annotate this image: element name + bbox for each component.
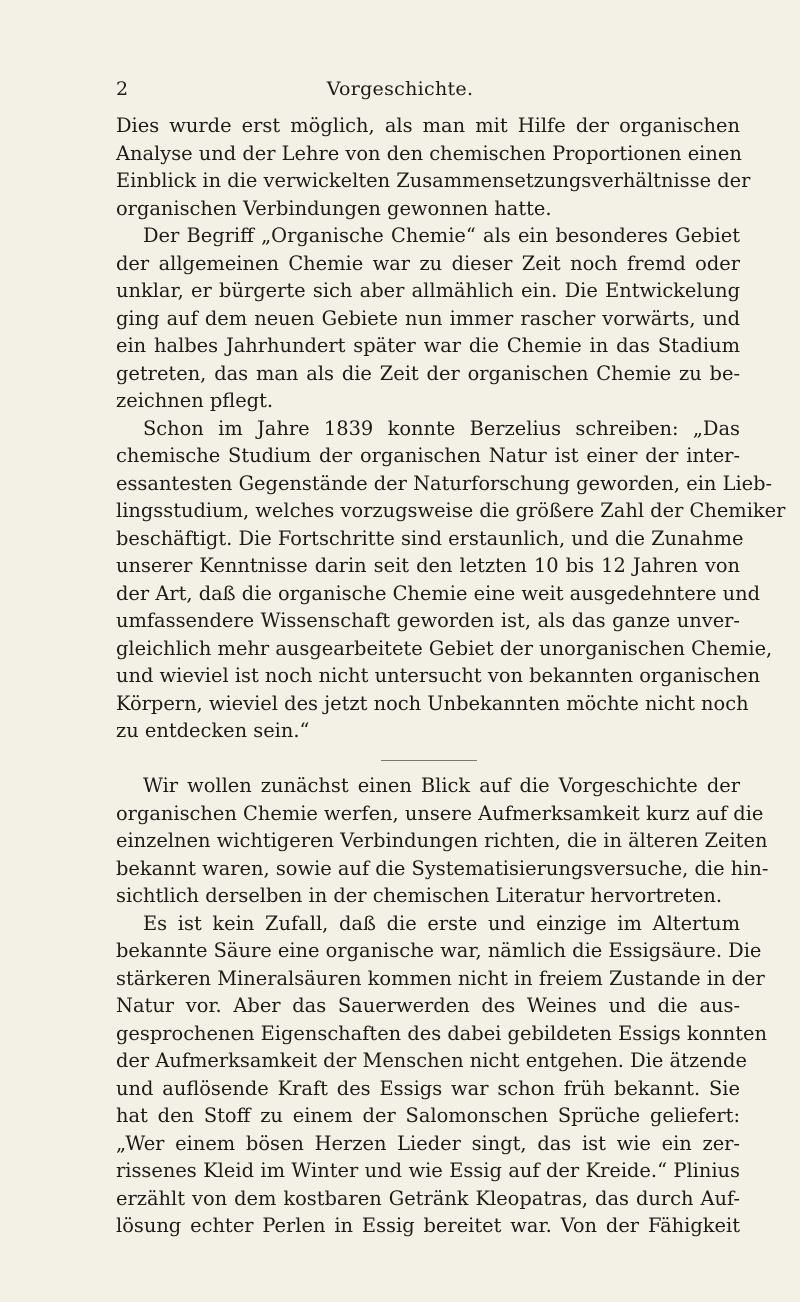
text-line: zeichnen pflegt. bbox=[116, 389, 274, 412]
text-line: Dies wurde erst möglich, als man mit Hilfe der organischen bbox=[116, 114, 740, 137]
page-number: 2 bbox=[116, 78, 129, 100]
text-line: und wieviel ist noch nicht untersucht von bekannten organischen bbox=[116, 664, 761, 687]
text-line: organischen Verbindungen gewonnen hatte. bbox=[116, 196, 552, 220]
text-line: einzelnen wichtigeren Verbindungen richten, die in älteren Zeiten bbox=[116, 829, 768, 852]
text-line: der Aufmerksamkeit der Menschen nicht entgehen. Die ätzende bbox=[116, 1049, 747, 1072]
text-line: unklar, er bürgerte sich aber allmählich ein. Die Entwickelung bbox=[116, 279, 740, 302]
text-line: lösung echter Perlen in Essig bereitet war. Von der Fähigkeit bbox=[116, 1214, 740, 1237]
text-line: Es ist kein Zufall, daß die erste und einzige im Altertum bbox=[143, 911, 740, 935]
text-line: gesprochenen Eigenschaften des dabei gebildeten Essigs konnten bbox=[116, 1021, 768, 1045]
text-line: und auflösende Kraft des Essigs war schon früh bekannt. Sie bbox=[116, 1076, 740, 1100]
text-line: Wir wollen zunächst einen Blick auf die Vorgeschichte der bbox=[143, 774, 740, 797]
text-line: bekannte Säure eine organische war, nämlich die Essigsäure. Die bbox=[116, 939, 762, 962]
text-line: Analyse und der Lehre von den chemischen Proportionen einen bbox=[116, 141, 742, 165]
paragraph bbox=[116, 112, 751, 222]
text-line: „Wer einem bösen Herzen Lieder singt, das ist wie ein zer- bbox=[116, 1131, 740, 1155]
section-separator bbox=[116, 745, 740, 773]
body-text bbox=[116, 112, 786, 1240]
text-line: beschäftigt. Die Fortschritte sind erstaunlich, und die Zunahme bbox=[116, 526, 744, 550]
page-header bbox=[0, 78, 800, 108]
running-title: Vorgeschichte. bbox=[326, 78, 474, 100]
text-line: ging auf dem neuen Gebiete nun immer rascher vorwärts, und bbox=[116, 306, 740, 330]
text-line: sichtlich derselben in der chemischen Literatur hervortreten. bbox=[116, 884, 723, 907]
text-line: unserer Kenntnisse darin seit den letzten 10 bis 12 Jahren von bbox=[116, 554, 740, 577]
paragraph bbox=[116, 415, 786, 745]
paragraph bbox=[116, 772, 769, 910]
text-line: essantesten Gegenstände der Naturforschung geworden, ein Lieb- bbox=[116, 471, 773, 495]
text-line: Der Begriff „Organische Chemie“ als ein besonderes Gebiet bbox=[143, 224, 740, 247]
text-line: der allgemeinen Chemie war zu dieser Zeit noch fremd oder bbox=[116, 251, 740, 275]
text-line: Einblick in die verwickelten Zusammensetzungsverhältnisse der bbox=[116, 169, 751, 192]
text-line: erzählt von dem kostbaren Getränk Kleopatras, das durch Auf- bbox=[116, 1186, 740, 1210]
text-line: umfassendere Wissenschaft geworden ist, als das ganze unver- bbox=[116, 609, 740, 632]
paragraph bbox=[116, 222, 740, 415]
text-line: der Art, daß die organische Chemie eine weit ausgedehntere und bbox=[116, 581, 760, 605]
text-line: getreten, das man als die Zeit der organischen Chemie zu be- bbox=[116, 361, 740, 385]
text-line: gleichlich mehr ausgearbeitete Gebiet der unorganischen Chemie, bbox=[116, 636, 773, 660]
text-line: Schon im Jahre 1839 konnte Berzelius schreiben: „Das bbox=[143, 416, 740, 440]
text-line: lingsstudium, welches vorzugsweise die größere Zahl der Chemiker bbox=[116, 499, 786, 522]
paragraph bbox=[116, 910, 768, 1240]
text-line: chemische Studium der organischen Natur ist einer der inter- bbox=[116, 444, 740, 467]
text-line: zu entdecken sein.“ bbox=[116, 719, 310, 742]
text-line: Körpern, wieviel des jetzt noch Unbekannten möchte nicht noch bbox=[116, 691, 749, 715]
text-line: bekannt waren, sowie auf die Systematisierungsversuche, die hin- bbox=[116, 856, 769, 880]
text-line: rissenes Kleid im Winter und wie Essig auf der Kreide.“ Plinius bbox=[116, 1159, 740, 1182]
text-line: hat den Stoff zu einem der Salomonschen Sprüche geliefert: bbox=[116, 1104, 740, 1127]
text-line: organischen Chemie werfen, unsere Aufmerksamkeit kurz auf die bbox=[116, 801, 764, 825]
text-line: ein halbes Jahrhundert später war die Chemie in das Stadium bbox=[116, 334, 740, 357]
text-line: Natur vor. Aber das Sauerwerden des Weines und die aus- bbox=[116, 994, 740, 1017]
text-line: stärkeren Mineralsäuren kommen nicht in freiem Zustande in der bbox=[116, 966, 765, 990]
